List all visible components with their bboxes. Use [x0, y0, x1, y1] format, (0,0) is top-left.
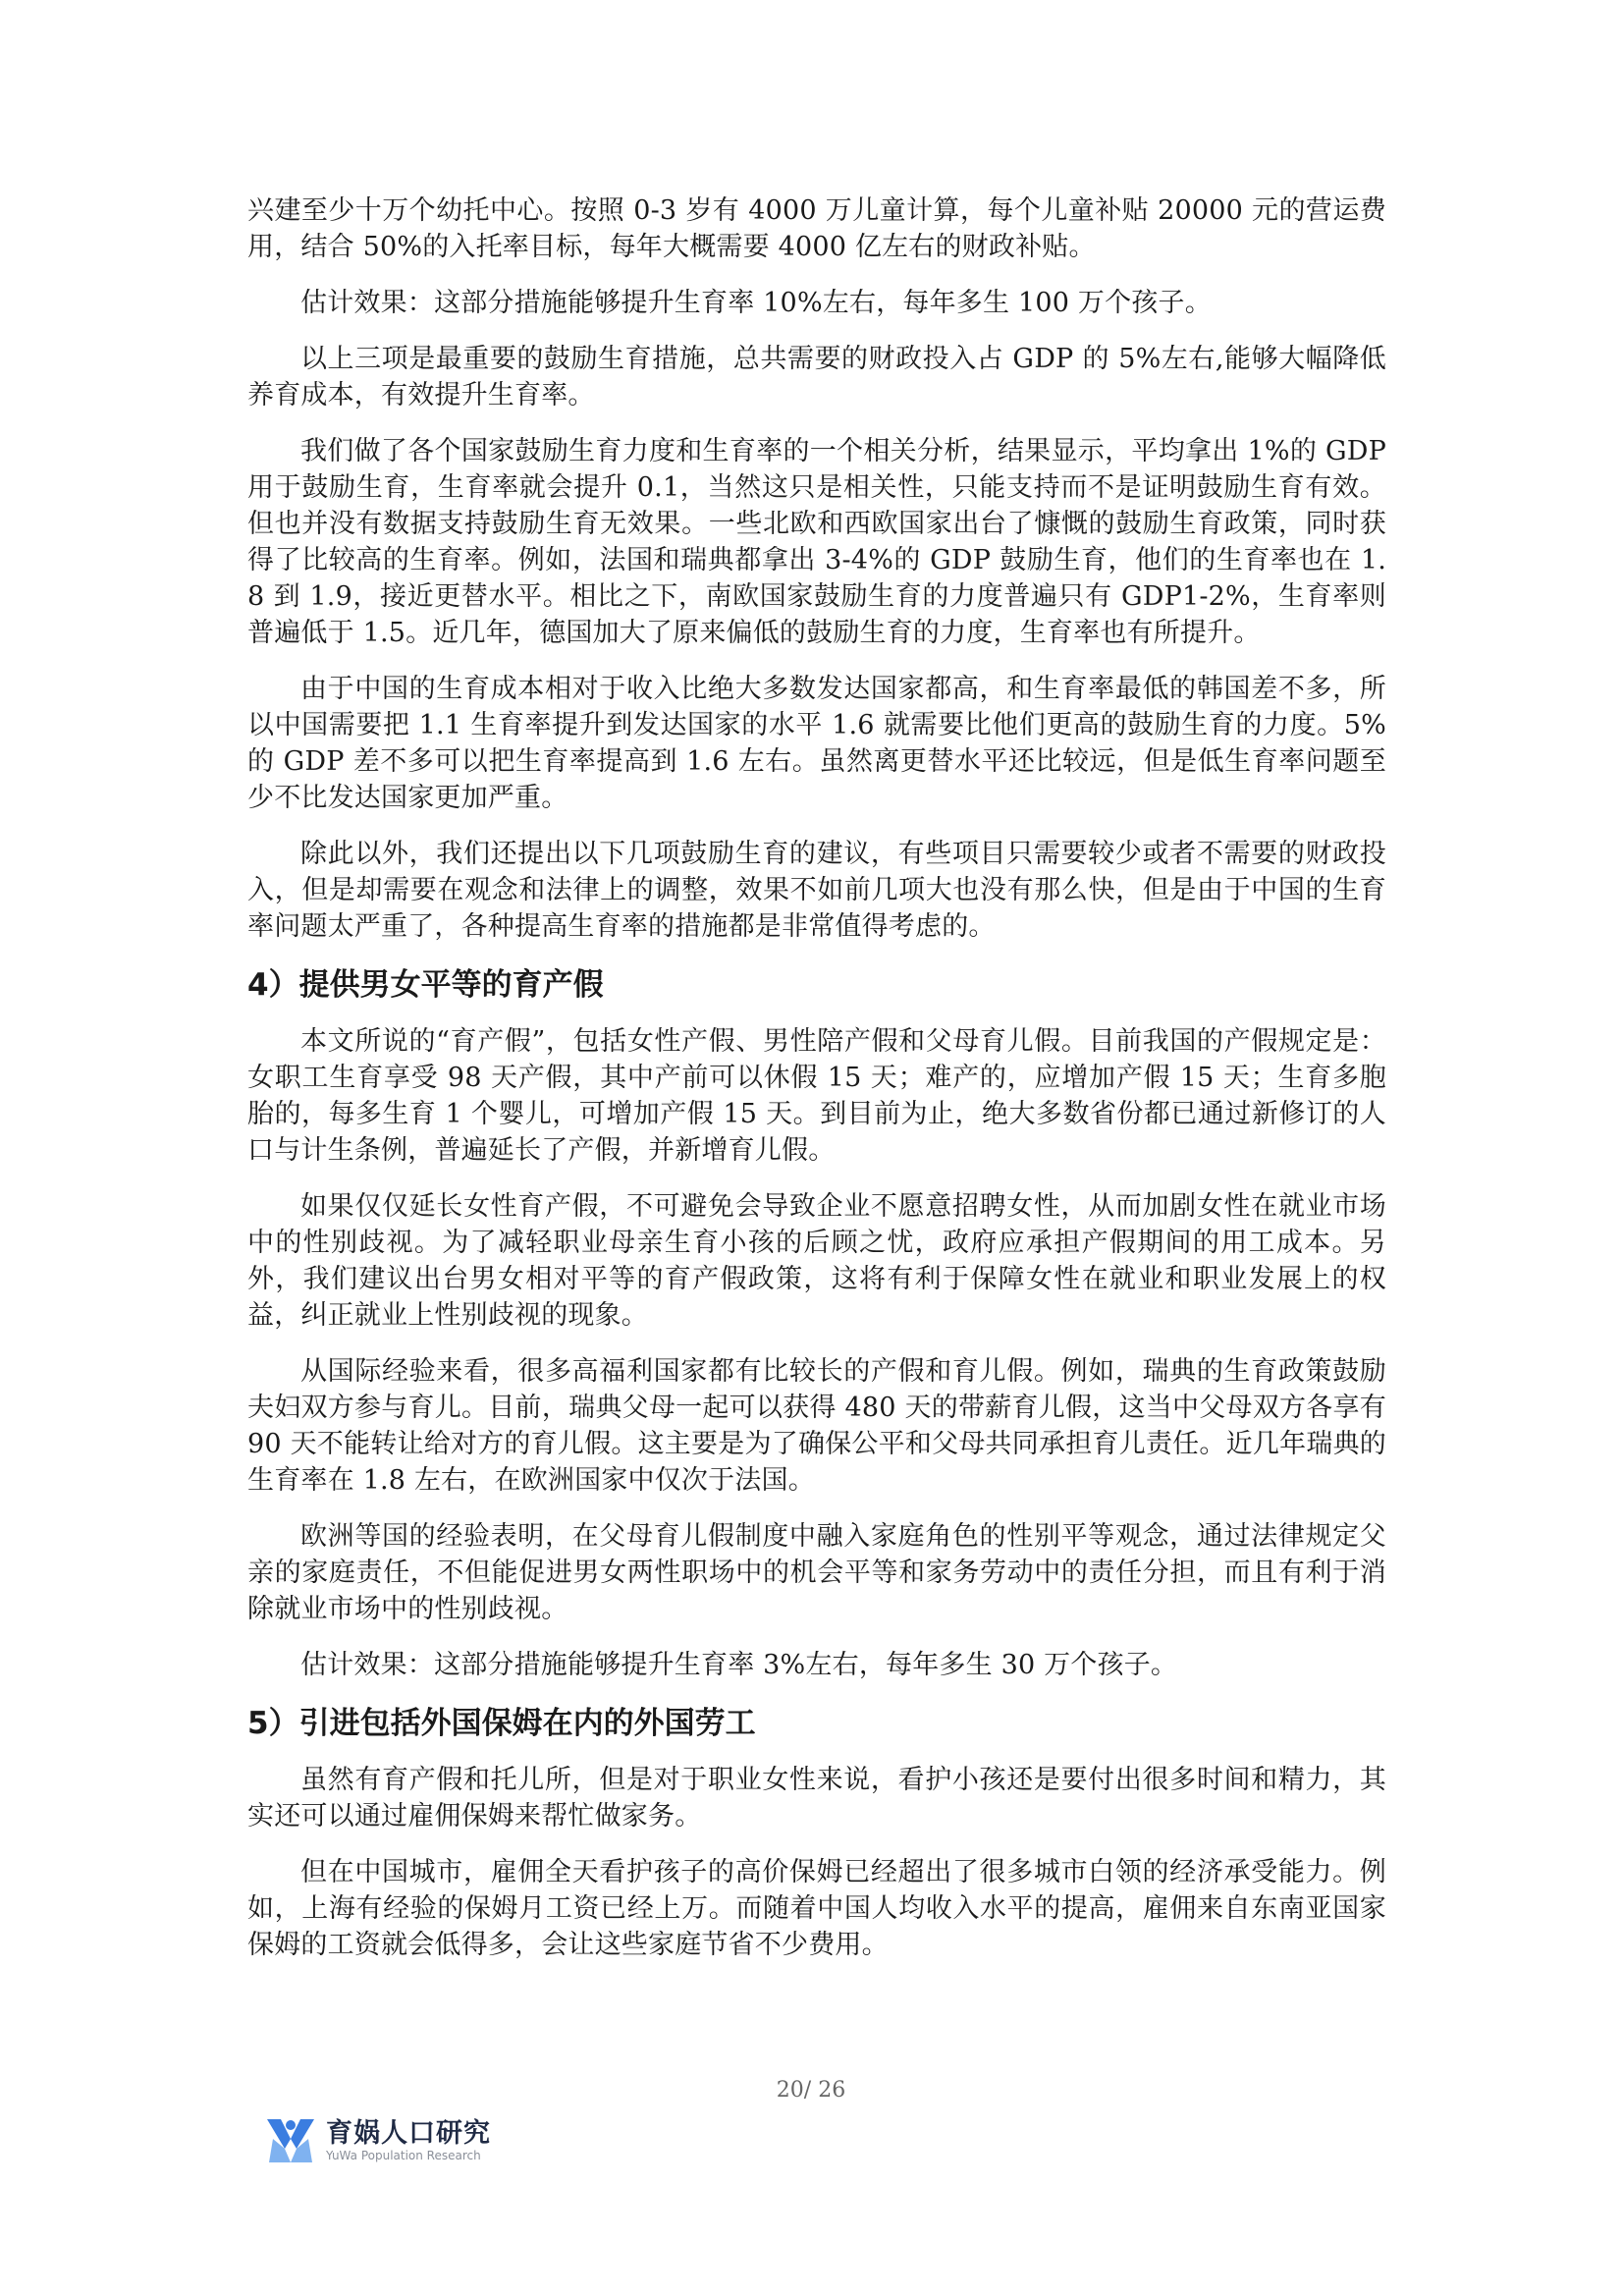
paragraph: 估计效果：这部分措施能够提升生育率 10%左右，每年多生 100 万个孩子。	[300, 288, 1212, 318]
document-body	[247, 192, 1386, 1983]
paragraph: 但在中国城市，雇佣全天看护孩子的高价保姆已经超出了很多城市白领的经济承受能力。例如，上海有经验的保姆月工资已经上万。而随着中国人均收入水平的提高，雇佣来自东南亚国家保姆的工资就会低得多，会让这些家庭节省不少费用。	[247, 1857, 1386, 1960]
paragraph: 估计效果：这部分措施能够提升生育率 3%左右，每年多生 30 万个孩子。	[300, 1650, 1178, 1680]
section-heading: 5）引进包括外国保姆在内的外国劳工	[247, 1706, 756, 1741]
paragraph: 虽然有育产假和托儿所，但是对于职业女性来说，看护小孩还是要付出很多时间和精力，其实还可以通过雇佣保姆来帮忙做家务。	[247, 1765, 1386, 1831]
logo-name: 育娲人口研究	[326, 2118, 491, 2149]
section-heading: 4）提供男女平等的育产假	[247, 967, 604, 1003]
paragraph: 欧洲等国的经验表明，在父母育儿假制度中融入家庭角色的性别平等观念，通过法律规定父亲的家庭责任，不但能促进男女两性职场中的机会平等和家务劳动中的责任分担，而且有利于消除就业市场中的性别歧视。	[247, 1521, 1386, 1624]
paragraph: 本文所说的“育产假”，包括女性产假、男性陪产假和父母育儿假。目前我国的产假规定是：女职工生育享受 98 天产假，其中产前可以休假 15 天；难产的，应增加产假 15 天；生育多胞胎的，每多生育 1 个婴儿，可增加产假 15 天。到目前为止，绝大多数省份都已通过新修订的人口与计生条例，普遍延长了产假，并新增育儿假。	[247, 1026, 1386, 1166]
logo-subtitle: YuWa Population Research	[326, 2149, 481, 2162]
page-number: 20/ 26	[776, 2078, 846, 2103]
paragraph: 由于中国的生育成本相对于收入比绝大多数发达国家都高，和生育率最低的韩国差不多，所以中国需要把 1.1 生育率提升到发达国家的水平 1.6 就需要比他们更高的鼓励生育的力度。5%的 GDP 差不多可以把生育率提高到 1.6 左右。虽然离更替水平还比较远，但是低生育率问题至少不比发达国家更加严重。	[247, 674, 1386, 813]
footer-logo	[263, 2102, 577, 2180]
paragraph: 我们做了各个国家鼓励生育力度和生育率的一个相关分析，结果显示，平均拿出 1%的 GDP 用于鼓励生育，生育率就会提升 0.1，当然这只是相关性，只能支持而不是证明鼓励生育有效。但也并没有数据支持鼓励生育无效果。一些北欧和西欧国家出台了慷慨的鼓励生育政策，同时获得了比较高的生育率。例如，法国和瑞典都拿出 3-4%的 GDP 鼓励生育，他们的生育率也在 1.8 到 1.9，接近更替水平。相比之下，南欧国家鼓励生育的力度普遍只有 GDP1-2%，生育率则普遍低于 1.5。近几年，德国加大了原来偏低的鼓励生育的力度，生育率也有所提升。	[247, 436, 1386, 648]
paragraph: 除此以外，我们还提出以下几项鼓励生育的建议，有些项目只需要较少或者不需要的财政投入，但是却需要在观念和法律上的调整，效果不如前几项大也没有那么快，但是由于中国的生育率问题太严重了，各种提高生育率的措施都是非常值得考虑的。	[247, 839, 1386, 942]
yuwa-logo-icon	[263, 2109, 318, 2164]
paragraph: 以上三项是最重要的鼓励生育措施，总共需要的财政投入占 GDP 的 5%左右,能够大幅降低养育成本，有效提升生育率。	[247, 344, 1386, 410]
paragraph: 兴建至少十万个幼托中心。按照 0-3 岁有 4000 万儿童计算，每个儿童补贴 20000 元的营运费用，结合 50%的入托率目标，每年大概需要 4000 亿左右的财政补贴。	[247, 195, 1386, 262]
paragraph: 如果仅仅延长女性育产假，不可避免会导致企业不愿意招聘女性，从而加剧女性在就业市场中的性别歧视。为了减轻职业母亲生育小孩的后顾之忧，政府应承担产假期间的用工成本。另外，我们建议出台男女相对平等的育产假政策，这将有利于保障女性在就业和职业发展上的权益，纠正就业上性别歧视的现象。	[247, 1191, 1386, 1331]
paragraph: 从国际经验来看，很多高福利国家都有比较长的产假和育儿假。例如，瑞典的生育政策鼓励夫妇双方参与育儿。目前，瑞典父母一起可以获得 480 天的带薪育儿假，这当中父母双方各享有 90 天不能转让给对方的育儿假。这主要是为了确保公平和父母共同承担育儿责任。近几年瑞典的生育率在 1.8 左右，在欧洲国家中仅次于法国。	[247, 1356, 1386, 1496]
